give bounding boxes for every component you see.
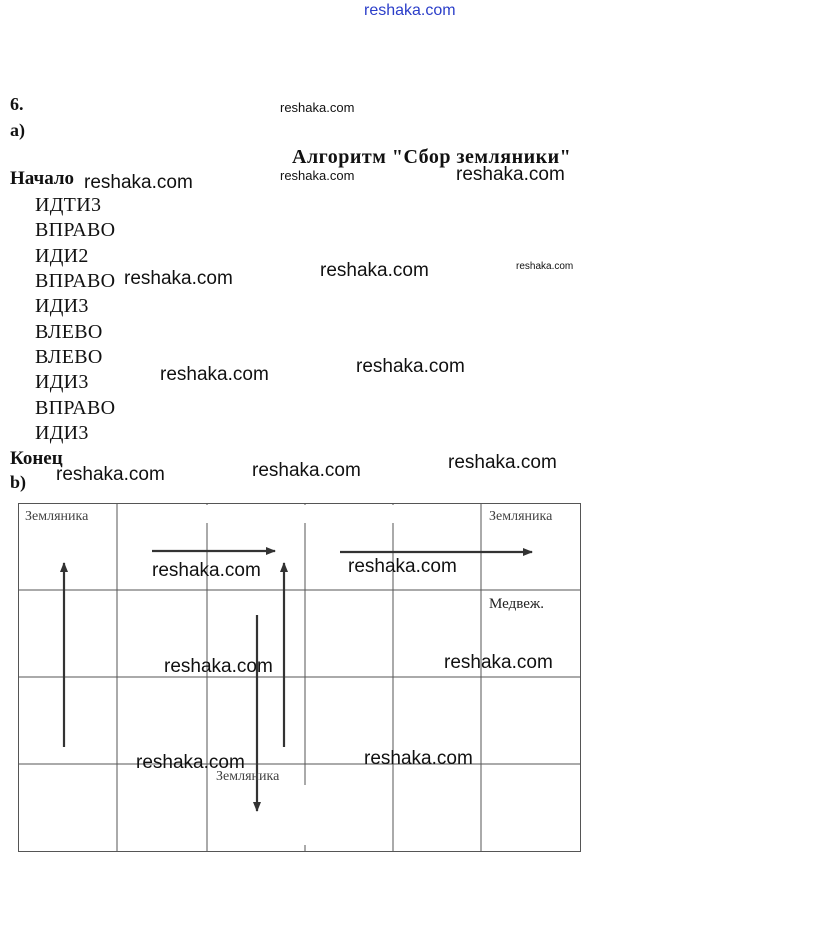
- strawberry-label-bottom: Земляника: [216, 769, 280, 784]
- strawberry-label-top-right: Земляника: [489, 509, 553, 524]
- command-line: ИДИ3: [35, 371, 89, 393]
- end-keyword: Конец: [10, 448, 63, 469]
- watermark: reshaka.com: [320, 260, 429, 281]
- algorithm-title: Алгоритм "Сбор земляники": [292, 146, 572, 168]
- bear-label: Медвеж.: [489, 596, 544, 612]
- watermark: reshaka.com: [84, 172, 193, 193]
- watermark: reshaka.com: [152, 560, 261, 581]
- watermark: reshaka.com: [356, 356, 465, 377]
- watermark: reshaka.com: [160, 364, 269, 385]
- watermark: reshaka.com: [348, 556, 457, 577]
- field-grid-diagram: [18, 503, 583, 855]
- command-line: ВПРАВО: [35, 397, 116, 419]
- strawberry-label-top-left: Земляника: [25, 509, 89, 524]
- watermark: reshaka.com: [444, 652, 553, 673]
- watermark: reshaka.com: [456, 164, 565, 185]
- watermark: reshaka.com: [56, 464, 165, 485]
- watermark: reshaka.com: [448, 452, 557, 473]
- site-header-link[interactable]: reshaka.com: [364, 2, 456, 19]
- watermark: reshaka.com: [164, 656, 273, 677]
- watermark: reshaka.com: [136, 752, 245, 773]
- watermark: reshaka.com: [364, 748, 473, 769]
- begin-keyword: Начало: [10, 168, 75, 189]
- watermark: reshaka.com: [280, 168, 355, 183]
- part-a-label: a): [10, 120, 25, 140]
- watermark: reshaka.com: [252, 460, 361, 481]
- task-number: 6.: [10, 94, 24, 114]
- command-line: ВЛЕВО: [35, 321, 103, 343]
- watermark: reshaka.com: [124, 268, 233, 289]
- command-line: ВПРАВО: [35, 270, 116, 292]
- part-b-label: b): [10, 472, 27, 492]
- command-line: ВЛЕВО: [35, 346, 103, 368]
- command-line: ИДИ3: [35, 422, 89, 444]
- command-line: ИДИ2: [35, 245, 89, 267]
- watermark: reshaka.com: [280, 100, 355, 115]
- command-line: ИДТИ3: [35, 194, 102, 216]
- command-line: ВПРАВО: [35, 219, 116, 241]
- command-line: ИДИ3: [35, 295, 89, 317]
- watermark: reshaka.com: [516, 261, 574, 272]
